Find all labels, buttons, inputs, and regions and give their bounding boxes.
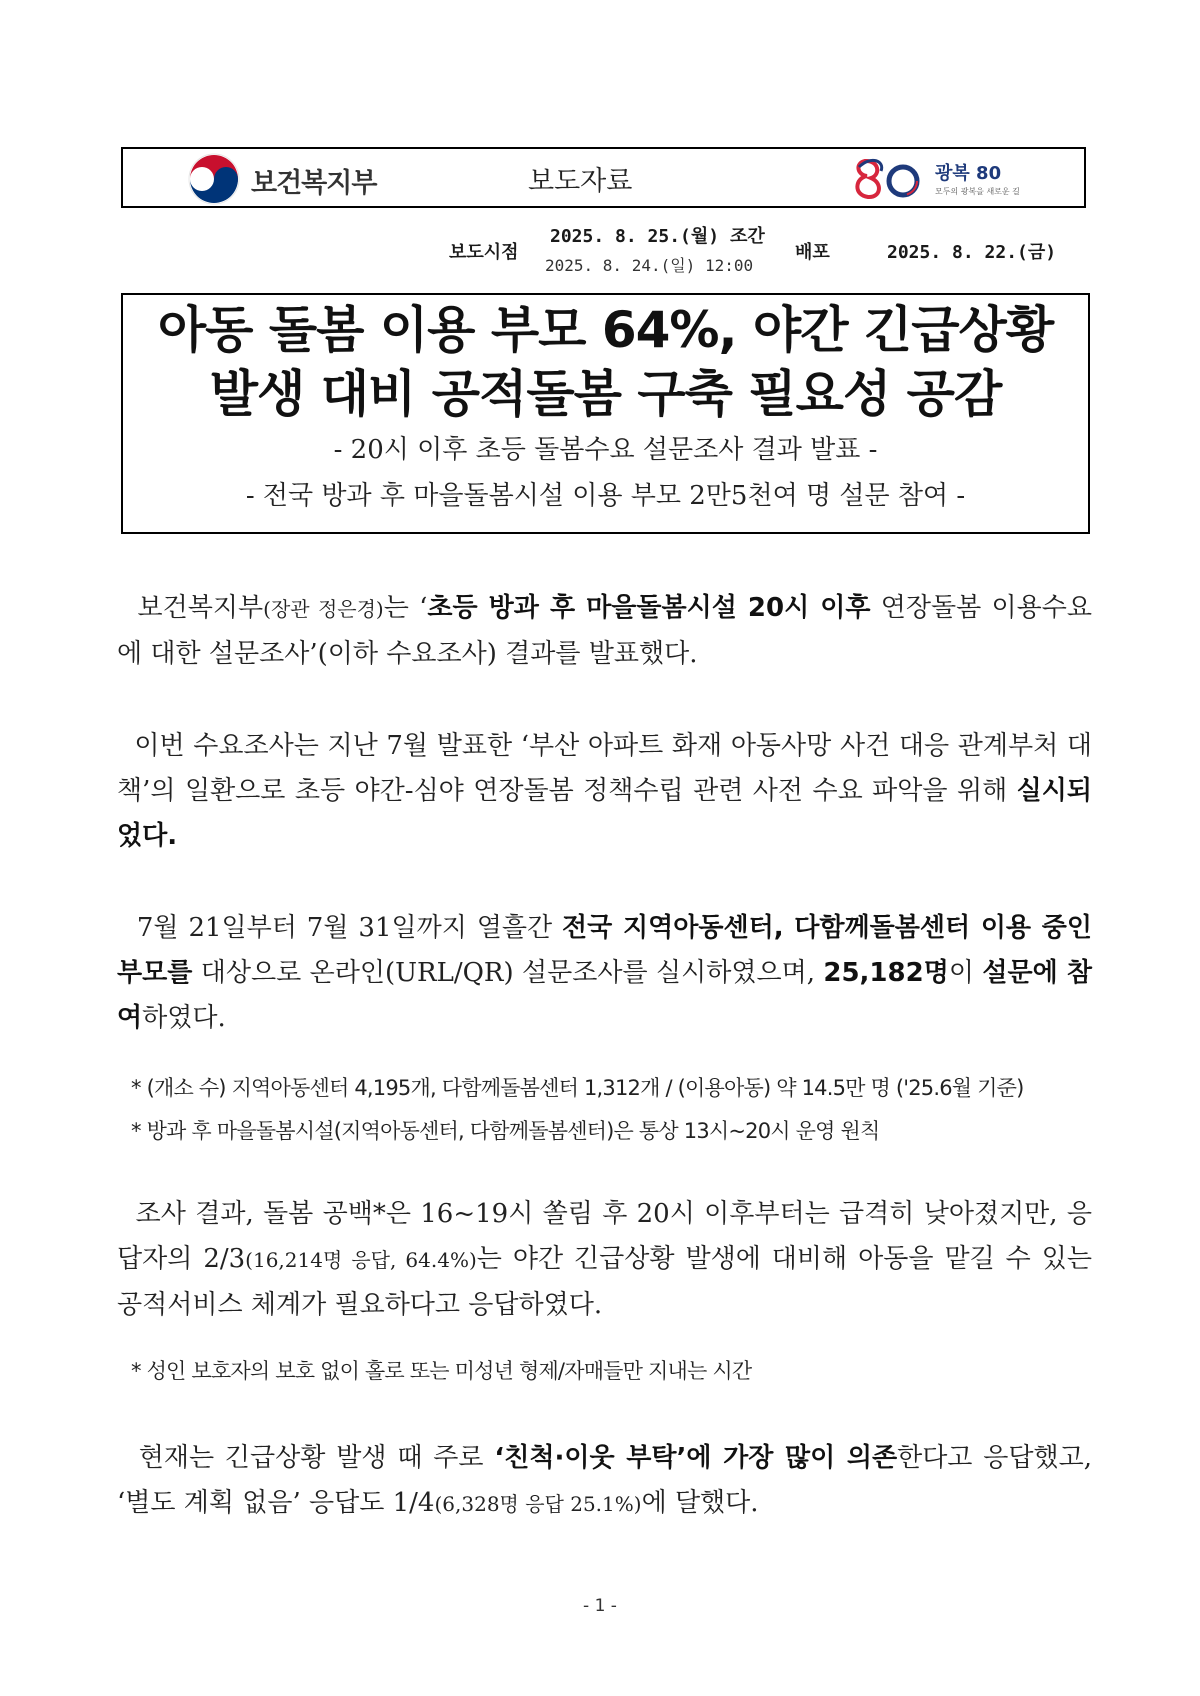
paragraph-2 xyxy=(117,724,1092,859)
p3-text-c: 대상으로 온라인(URL/QR) 설문조사를 실시하였으며, xyxy=(192,958,824,988)
p4-text-c: 는 야간 긴급상황 발생에 대비해 아동을 맡길 수 있는 공적서비스 체계가 필요하다고 응답하였다. xyxy=(117,1244,1092,1320)
anniversary-title: 광복 80 xyxy=(935,163,1002,184)
p5-bold: ‘친척·이웃 부탁’에 가장 많이 의존 xyxy=(494,1443,898,1473)
ministry-name: 보건복지부 xyxy=(251,168,377,199)
document-type: 보도자료 xyxy=(528,166,633,197)
p3-bold-f: 설문에 참여 xyxy=(117,958,1092,1033)
p4-text-a: 조사 결과, 돌봄 공백*은 16~19시 쏠림 후 20시 이후부터는 급격히 낮아졌지만, 응답자의 2/3 xyxy=(117,1199,1093,1274)
release-date-morning: 2025. 8. 25.(월) 조간 xyxy=(550,226,765,247)
p2-text: 이번 수요조사는 지난 7월 발표한 ‘부산 아파트 화재 아동사망 사건 대응 관계부처 대책’의 일환으로 초등 야간-심야 연장돌봄 정책수립 관련 사전 수요 파악을 위해 xyxy=(117,731,1093,806)
release-info xyxy=(0,220,1200,280)
p5-stat: (6,328명 응답 25.1%) xyxy=(434,1492,642,1516)
footnote-operating-hours: * 방과 후 마을돌봄시설(지역아동센터, 다함께돌봄센터)은 통상 13시~20시 운영 원칙 xyxy=(131,1119,880,1143)
paragraph-1 xyxy=(117,586,1092,677)
p3-text-a: 7월 21일부터 7월 31일까지 열흘간 xyxy=(136,913,563,943)
distribution-date: 2025. 8. 22.(금) xyxy=(887,242,1057,263)
liberation-80-emblem-icon xyxy=(851,155,929,203)
subheadline-1: - 20시 이후 초등 돌봄수요 설문조사 결과 발표 - xyxy=(333,435,878,465)
p3-bold-b: 전국 지역아동센터, 다함께돌봄센터 이용 중인 부모를 xyxy=(117,913,1092,988)
p5-text-a: 현재는 긴급상황 발생 때 주로 xyxy=(138,1443,495,1473)
anniversary-slogan: 모두의 광복을 새로운 길 xyxy=(935,187,1020,196)
p3-text-g: 하였다. xyxy=(142,1003,226,1033)
release-time-label: 보도시점 xyxy=(449,242,519,263)
paragraph-3 xyxy=(117,906,1092,1041)
p1-minister: (장관 정은경) xyxy=(263,597,384,621)
p5-text-c: 한다고 응답했고, ‘별도 계획 없음’ 응답도 1/4 xyxy=(117,1443,1093,1518)
headline-line-1: 아동 돌봄 이용 부모 64%, 야간 긴급상황 xyxy=(157,301,1054,359)
p3-bold-d: 25,182명 xyxy=(823,958,949,988)
paragraph-4 xyxy=(117,1192,1092,1328)
headline-line-2: 발생 대비 공적돌봄 구축 필요성 공감 xyxy=(209,365,1002,423)
footnote-care-gap: * 성인 보호자의 보호 없이 홀로 또는 미성년 형제/자매들만 지내는 시간 xyxy=(131,1359,752,1383)
ministry-emblem-icon xyxy=(188,153,240,205)
distribution-label: 배포 xyxy=(795,242,830,263)
p4-stat: (16,214명 응답, 64.4%) xyxy=(245,1248,477,1272)
p2-bold: 실시되었다. xyxy=(117,776,1092,851)
footnote-facility-count: * (개소 수) 지역아동센터 4,195개, 다함께돌봄센터 1,312개 / (이용아동) 약 14.5만 명 ('25.6월 기준) xyxy=(131,1076,1024,1100)
subheadline-2: - 전국 방과 후 마을돌봄시설 이용 부모 2만5천여 명 설문 참여 - xyxy=(245,481,966,511)
p1-ministry: 보건복지부 xyxy=(137,593,264,623)
p1-text: 는 ‘ xyxy=(383,593,428,623)
release-date-online: 2025. 8. 24.(일) 12:00 xyxy=(545,256,754,275)
page-number: - 1 - xyxy=(583,1596,617,1616)
p5-text-e: 에 달했다. xyxy=(641,1488,759,1518)
p1-rest: 연장돌봄 이용수요에 대한 설문조사’(이하 수요조사) 결과를 발표했다. xyxy=(117,593,1092,669)
header-bar xyxy=(121,147,1086,208)
p1-bold: 초등 방과 후 마을돌봄시설 20시 이후 xyxy=(427,593,871,623)
headline-box xyxy=(121,293,1090,534)
paragraph-5 xyxy=(117,1436,1092,1527)
p3-text-e: 이 xyxy=(948,958,983,988)
